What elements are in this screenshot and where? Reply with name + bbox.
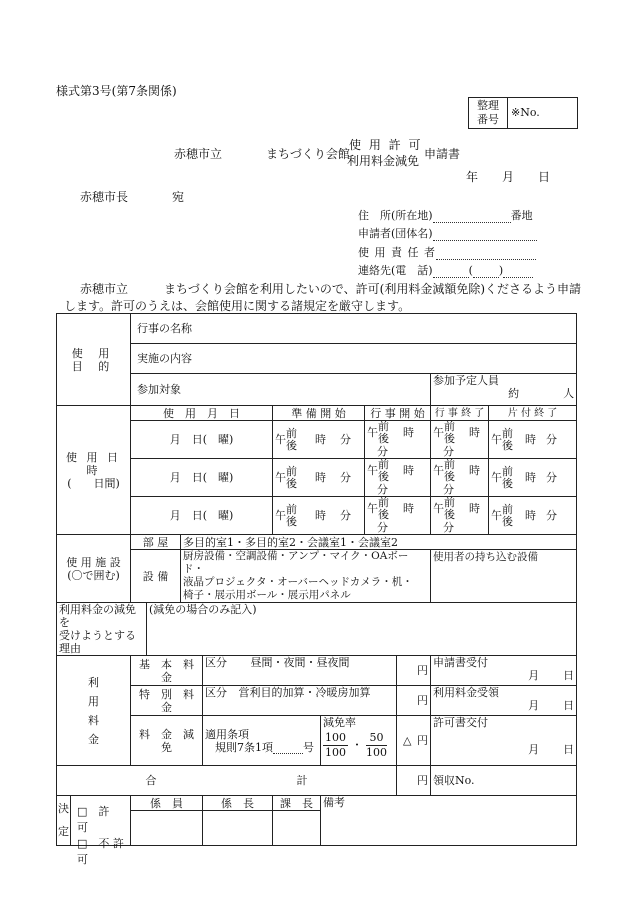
address-label: 住 所(所在地) <box>358 209 433 222</box>
use-date-cell[interactable]: 月 日( 曜) <box>131 421 273 459</box>
staff-stamp[interactable] <box>131 811 203 846</box>
reason-note: (減免の場合のみ記入) <box>149 603 257 616</box>
statement-line-2: します。許可のうえは、会館使用に関する諸規定を厳守します。 <box>64 299 411 313</box>
reason-field[interactable] <box>147 603 577 656</box>
cleanup-time-cell[interactable]: 午 前 後 時 分 <box>489 421 577 459</box>
title-suffix: 申請書 <box>424 147 461 161</box>
receipt-no-label: 領収No. <box>433 774 475 787</box>
reduction-amount[interactable]: △ 円 <box>397 716 431 766</box>
start-time-cell[interactable]: 午 前 後 時分 <box>365 459 431 497</box>
planned-count-label: 参加予定人員 <box>433 374 499 387</box>
total-label: 合 計 <box>57 766 397 796</box>
use-date-cell[interactable]: 月 日( 曜) <box>131 459 273 497</box>
rate-label: 減免率 <box>323 716 356 729</box>
content-label: 実施の内容 <box>137 352 192 365</box>
deny-checkbox[interactable]: □ 不 許 可 <box>76 837 124 866</box>
contact-paren-open: ( <box>468 264 473 277</box>
title-fee-reduction: 利用料金減免 <box>347 154 420 168</box>
rate-half[interactable]: $\frac{50}{100}$ <box>366 731 387 759</box>
applicant-address-row[interactable] <box>358 207 533 223</box>
target-label: 参加対象 <box>137 383 181 396</box>
receipt-no-field[interactable] <box>431 766 577 796</box>
address-suffix: 番地 <box>510 209 533 222</box>
room-label: 部 屋 <box>131 535 181 550</box>
basic-class-options[interactable]: 昼間・夜間・昼夜間 <box>250 656 350 669</box>
special-fee-label: 特 別 料 金 <box>131 686 203 716</box>
col-cleanup-end: 片 付 終 了 <box>489 406 577 421</box>
honorific: 宛 <box>172 190 185 204</box>
chief-stamp[interactable] <box>203 811 273 846</box>
own-equipment-field[interactable] <box>431 550 577 603</box>
datetime-row[interactable] <box>57 459 577 497</box>
end-time-cell[interactable]: 午 前 後 時分 <box>431 421 489 459</box>
room-options[interactable]: 多目的室1・多目的室2・会議室1・会議室2 <box>181 535 577 550</box>
event-name-field[interactable] <box>131 314 577 344</box>
prep-time-cell[interactable]: 午 前 後 時 分 <box>273 421 365 459</box>
special-class-label: 区分 <box>205 686 227 699</box>
fee-received-field[interactable]: 利用料金受領 月 日 <box>431 686 577 716</box>
prep-time-cell[interactable]: 午 前 後 時 分 <box>273 459 365 497</box>
chief-label: 係 長 <box>203 796 273 811</box>
datetime-label-cell <box>57 406 131 535</box>
remarks-field[interactable] <box>321 796 577 846</box>
special-fee-amount[interactable]: 円 <box>397 686 431 716</box>
event-name-label: 行事の名称 <box>137 322 192 335</box>
col-event-end: 行 事 終 了 <box>431 406 489 421</box>
application-table <box>56 313 577 866</box>
content-field[interactable] <box>131 344 577 374</box>
applicant-contact-row[interactable] <box>358 262 533 278</box>
statement-line-1: 赤穂市立 まちづくり会館を利用したいので、許可(利用料金減額免除)くださるよう申請 <box>80 282 582 296</box>
decision-cell <box>57 796 132 866</box>
title-use-permit: 使 用 許 可 <box>349 138 423 152</box>
reference-number-box <box>468 97 578 129</box>
datetime-label: 使 用 日 時 <box>66 450 121 477</box>
receipt-label: 申請書受付 <box>433 656 488 669</box>
facility-label-cell <box>57 535 131 603</box>
total-amount[interactable]: 円 <box>397 766 431 796</box>
section-chief-stamp[interactable] <box>273 811 321 846</box>
reference-label-bottom: 番号 <box>477 113 499 126</box>
start-time-cell[interactable]: 午 前 後 時分 <box>365 497 431 535</box>
prep-time-cell[interactable]: 午 前 後 時 分 <box>273 497 365 535</box>
approx-label: 約 <box>508 387 520 400</box>
cleanup-time-cell[interactable]: 午 前 後 時 分 <box>489 497 577 535</box>
people-label: 人 <box>563 387 575 400</box>
own-equipment-label: 使用者の持ち込む設備 <box>433 551 538 563</box>
reason-label-cell: 利用料金の減免を 受けようとする理由 <box>57 603 147 656</box>
basic-fee-label: 基 本 料 金 <box>131 656 203 686</box>
decision-label-bottom: 定 <box>57 825 69 838</box>
manager-label: 使 用 責 任 者 <box>358 246 436 259</box>
end-time-cell[interactable]: 午 前 後 時分 <box>431 459 489 497</box>
permit-issue-field[interactable]: 許可書交付 月 日 <box>431 716 577 766</box>
date-year: 年 <box>466 170 479 184</box>
receipt-field[interactable]: 申請書受付 月 日 <box>431 656 577 686</box>
target-field[interactable] <box>131 374 431 406</box>
cleanup-time-cell[interactable]: 午 前 後 時 分 <box>489 459 577 497</box>
title-main: まちづくり会館 <box>266 147 350 161</box>
decision-label-top: 決 <box>57 802 69 815</box>
facility-circle-note: (〇で囲む) <box>67 568 120 582</box>
reference-no-field[interactable]: ※No. <box>511 106 540 119</box>
basic-fee-class[interactable] <box>203 656 397 686</box>
title-prefix: 赤穂市立 <box>174 147 223 161</box>
special-fee-class[interactable] <box>203 686 397 716</box>
purpose-label: 使 用 目 的 <box>57 314 131 406</box>
basic-fee-amount[interactable]: 円 <box>397 656 431 686</box>
date-day: 日 <box>538 170 551 184</box>
col-prep-start: 準 備 開 始 <box>273 406 365 421</box>
col-event-start: 行 事 開 始 <box>365 406 431 421</box>
addressee: 赤穂市長 <box>80 190 129 204</box>
days-label[interactable]: ( 日間) <box>67 476 120 490</box>
start-time-cell[interactable]: 午 前 後 時分 <box>365 421 431 459</box>
fee-received-label: 利用料金受領 <box>433 686 499 699</box>
approve-checkbox[interactable]: □ 許 可 <box>76 805 132 834</box>
special-class-options[interactable]: 営利目的加算・冷暖房加算 <box>238 686 371 699</box>
form-number: 様式第3号(第7条関係) <box>56 84 177 98</box>
equipment-label: 設 備 <box>131 550 181 603</box>
applicant-name-row[interactable] <box>358 225 537 241</box>
equipment-options[interactable]: 厨房設備・空調設備・アンプ・マイク・OAボード・ 液晶プロジェクタ・オーバーヘッドカメラ・机・ 椅子・展示用ボール・展示用パネル <box>181 550 431 603</box>
planned-count-field[interactable] <box>431 374 577 406</box>
remarks-label: 備考 <box>323 796 345 809</box>
reduction-label: 料 金 減 免 <box>131 716 203 766</box>
applicant-manager-row[interactable] <box>358 244 536 260</box>
applicant-name-label: 申請者(団体名) <box>358 227 433 240</box>
clause-label: 適用条項 <box>205 727 249 741</box>
use-date-cell[interactable]: 月 日( 曜) <box>131 497 273 535</box>
rule-label: 規則7条1項 <box>215 740 273 754</box>
contact-label: 連絡先(電 話) <box>358 264 433 277</box>
clause-field[interactable]: 適用条項 規則7条1項 号 <box>203 716 321 766</box>
basic-class-label: 区分 <box>205 656 227 669</box>
section-chief-label: 課 長 <box>273 796 321 811</box>
reference-label-top: 整理 <box>477 99 499 112</box>
staff-label: 係 員 <box>131 796 203 811</box>
date-month: 月 <box>502 170 515 184</box>
contact-paren-close: ) <box>498 264 504 277</box>
end-time-cell[interactable]: 午 前 後 時分 <box>431 497 489 535</box>
reduction-rate[interactable]: 減免率 $\frac{100}{100}$ ・ $\frac{50}{100}$ <box>321 716 397 766</box>
col-use-date: 使 用 月 日 <box>131 406 273 421</box>
permit-issue-label: 許可書交付 <box>433 716 488 729</box>
facility-label: 使 用 施 設 <box>66 555 121 569</box>
fee-label-cell: 利 用 料 金 <box>57 656 131 766</box>
rate-full[interactable]: $\frac{100}{100}$ <box>325 731 346 759</box>
datetime-row[interactable] <box>57 421 577 459</box>
datetime-row[interactable] <box>57 497 577 535</box>
